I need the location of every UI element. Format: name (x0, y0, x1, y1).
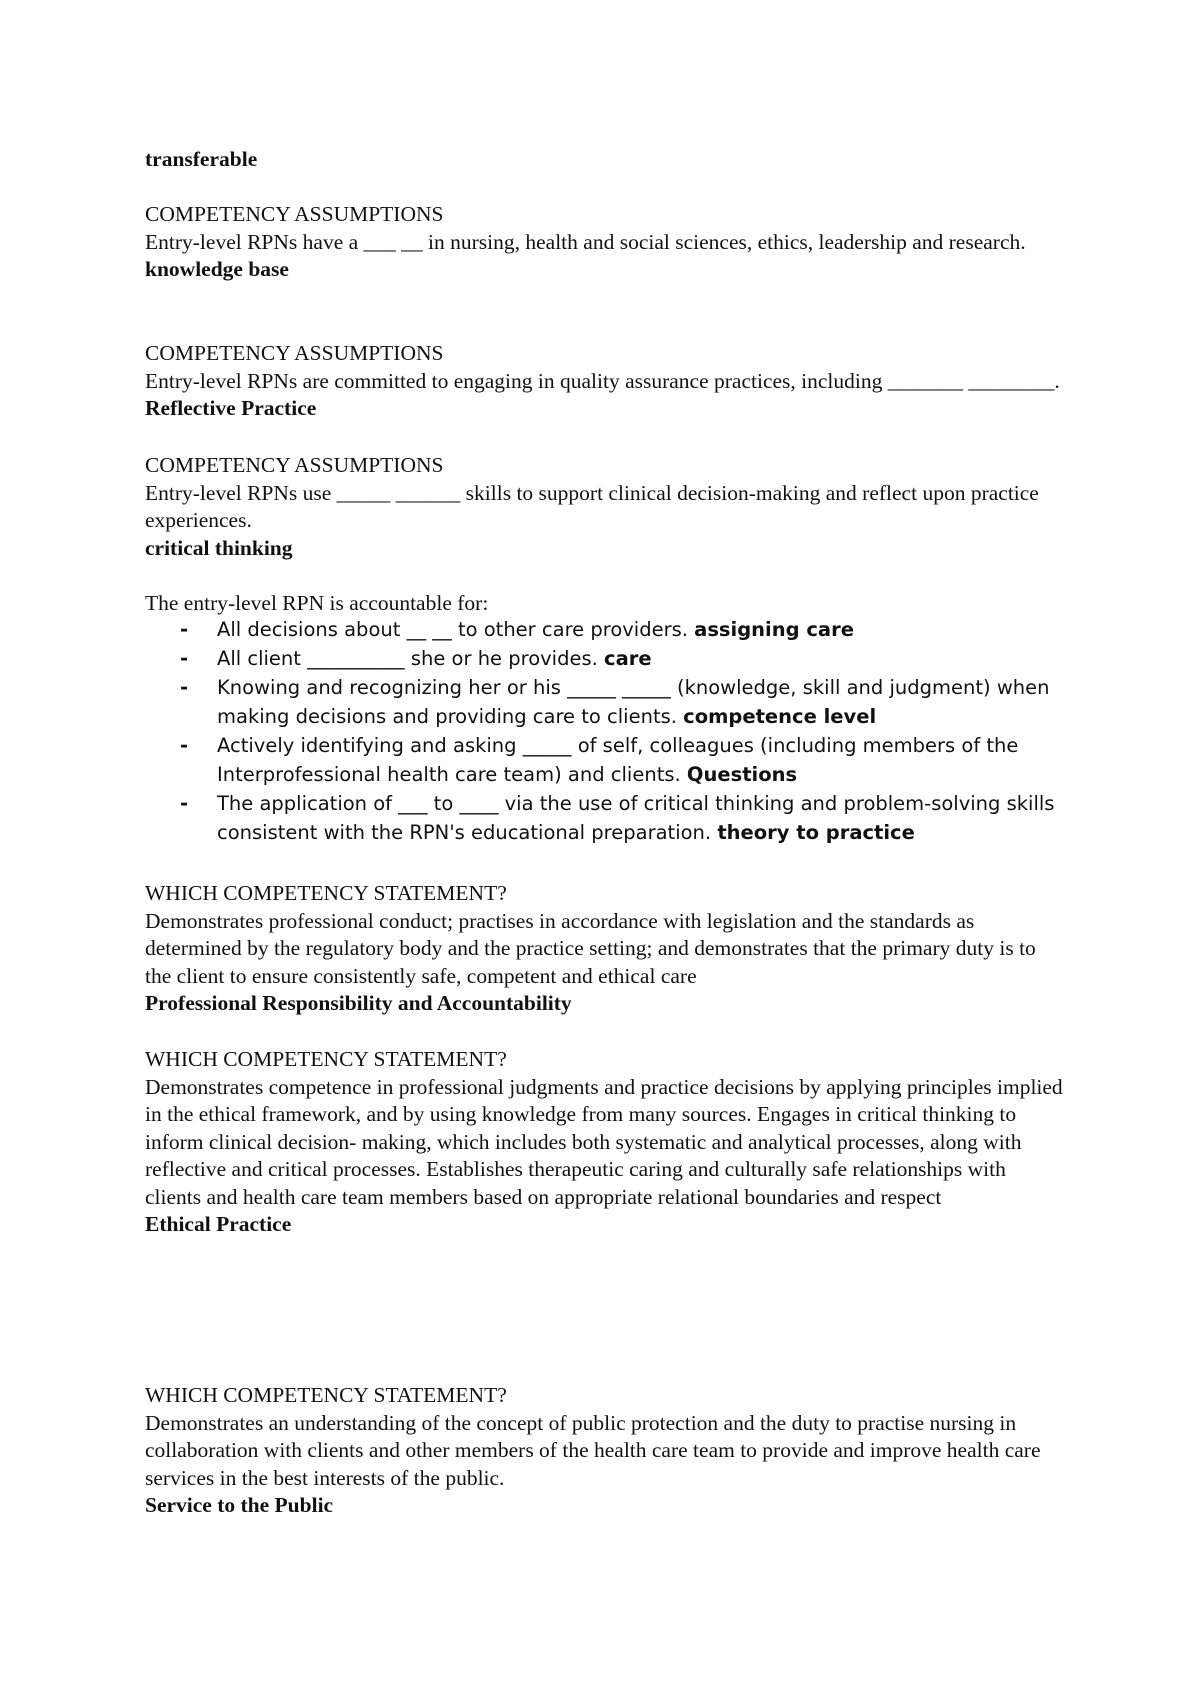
section-heading: WHICH COMPETENCY STATEMENT? (145, 881, 507, 905)
list-item (145, 673, 1065, 731)
section-heading: WHICH COMPETENCY STATEMENT? (145, 1383, 507, 1407)
competency-assumption-1 (145, 201, 1065, 284)
competency-assumption-2 (145, 340, 1065, 423)
item-text: All decisions about __ __ to other care providers. (217, 618, 688, 641)
section-heading: COMPETENCY ASSUMPTIONS (145, 453, 444, 477)
section-heading: WHICH COMPETENCY STATEMENT? (145, 1047, 507, 1071)
accountability-list (145, 615, 1065, 847)
question-text: Entry-level RPNs use _____ ______ skills to support clinical decision-making and reflect upon practice experiences. (145, 480, 1039, 532)
item-answer: Questions (686, 763, 798, 786)
item-answer: competence level (683, 705, 877, 728)
list-item (145, 615, 1065, 644)
item-answer: care (604, 647, 652, 670)
item-text: The application of ___ to ____ via the use of critical thinking and problem-solving skills consistent with the RPN's educational preparation. (217, 792, 1055, 844)
answer-text: Ethical Practice (145, 1212, 292, 1236)
competency-statement-2 (145, 1046, 1065, 1239)
statement-text: Demonstrates an understanding of the concept of public protection and the duty to practise nursing in collaboration with clients and other members of the health care team to provide and improve health care services in the best interests of the public. (145, 1410, 1041, 1490)
list-item (145, 644, 1065, 673)
answer-text: Professional Responsibility and Accountability (145, 991, 572, 1015)
dash-bullet: - (180, 618, 189, 641)
answer-text: critical thinking (145, 535, 293, 560)
answer-text: Reflective Practice (145, 396, 317, 420)
answer-block (145, 146, 1065, 174)
item-text: Actively identifying and asking _____ of self, colleagues (including members of the Interprofessional health care team) and clients. (217, 734, 1019, 786)
section-heading: COMPETENCY ASSUMPTIONS (145, 341, 444, 365)
accountable-intro: The entry-level RPN is accountable for: (145, 591, 489, 615)
list-item (145, 789, 1065, 847)
section-heading: COMPETENCY ASSUMPTIONS (145, 202, 444, 226)
competency-assumption-3 (145, 452, 1065, 562)
competency-statement-3 (145, 1382, 1065, 1520)
statement-text: Demonstrates competence in professional judgments and practice decisions by applying principles implied in the ethical framework, and by using knowledge from many sources. Engages in critical thinking to inform clinical decision- making, which includes both systematic and analytical processes, along with reflective and critical processes. Establishes therapeutic caring and culturally safe relationships with clients and health care team members based on appropriate relational boundaries and respect (145, 1074, 1063, 1209)
answer-text: Service to the Public (145, 1493, 334, 1517)
dash-bullet: - (180, 792, 189, 815)
item-answer: theory to practice (717, 821, 915, 844)
dash-bullet: - (180, 676, 189, 699)
question-text: Entry-level RPNs have a ___ __ in nursing, health and social sciences, ethics, leadership and research. (145, 229, 1026, 254)
answer-text: knowledge base (145, 257, 289, 281)
item-text: All client __________ she or he provides. (217, 647, 598, 670)
competency-statement-1 (145, 880, 1065, 1018)
item-answer: assigning care (694, 618, 854, 641)
answer-text: transferable (145, 147, 258, 171)
statement-text: Demonstrates professional conduct; practises in accordance with legislation and the standards as determined by the regulatory body and the practice setting; and demonstrates that the primary duty is to the client to ensure consistently safe, competent and ethical care (145, 908, 1036, 988)
list-item (145, 731, 1065, 789)
item-text: Knowing and recognizing her or his _____ _____ (knowledge, skill and judgment) when making decisions and providing care to clients. (217, 676, 1050, 728)
dash-bullet: - (180, 647, 189, 670)
question-text: Entry-level RPNs are committed to engaging in quality assurance practices, including _______ ________. (145, 368, 1060, 393)
dash-bullet: - (180, 734, 189, 757)
